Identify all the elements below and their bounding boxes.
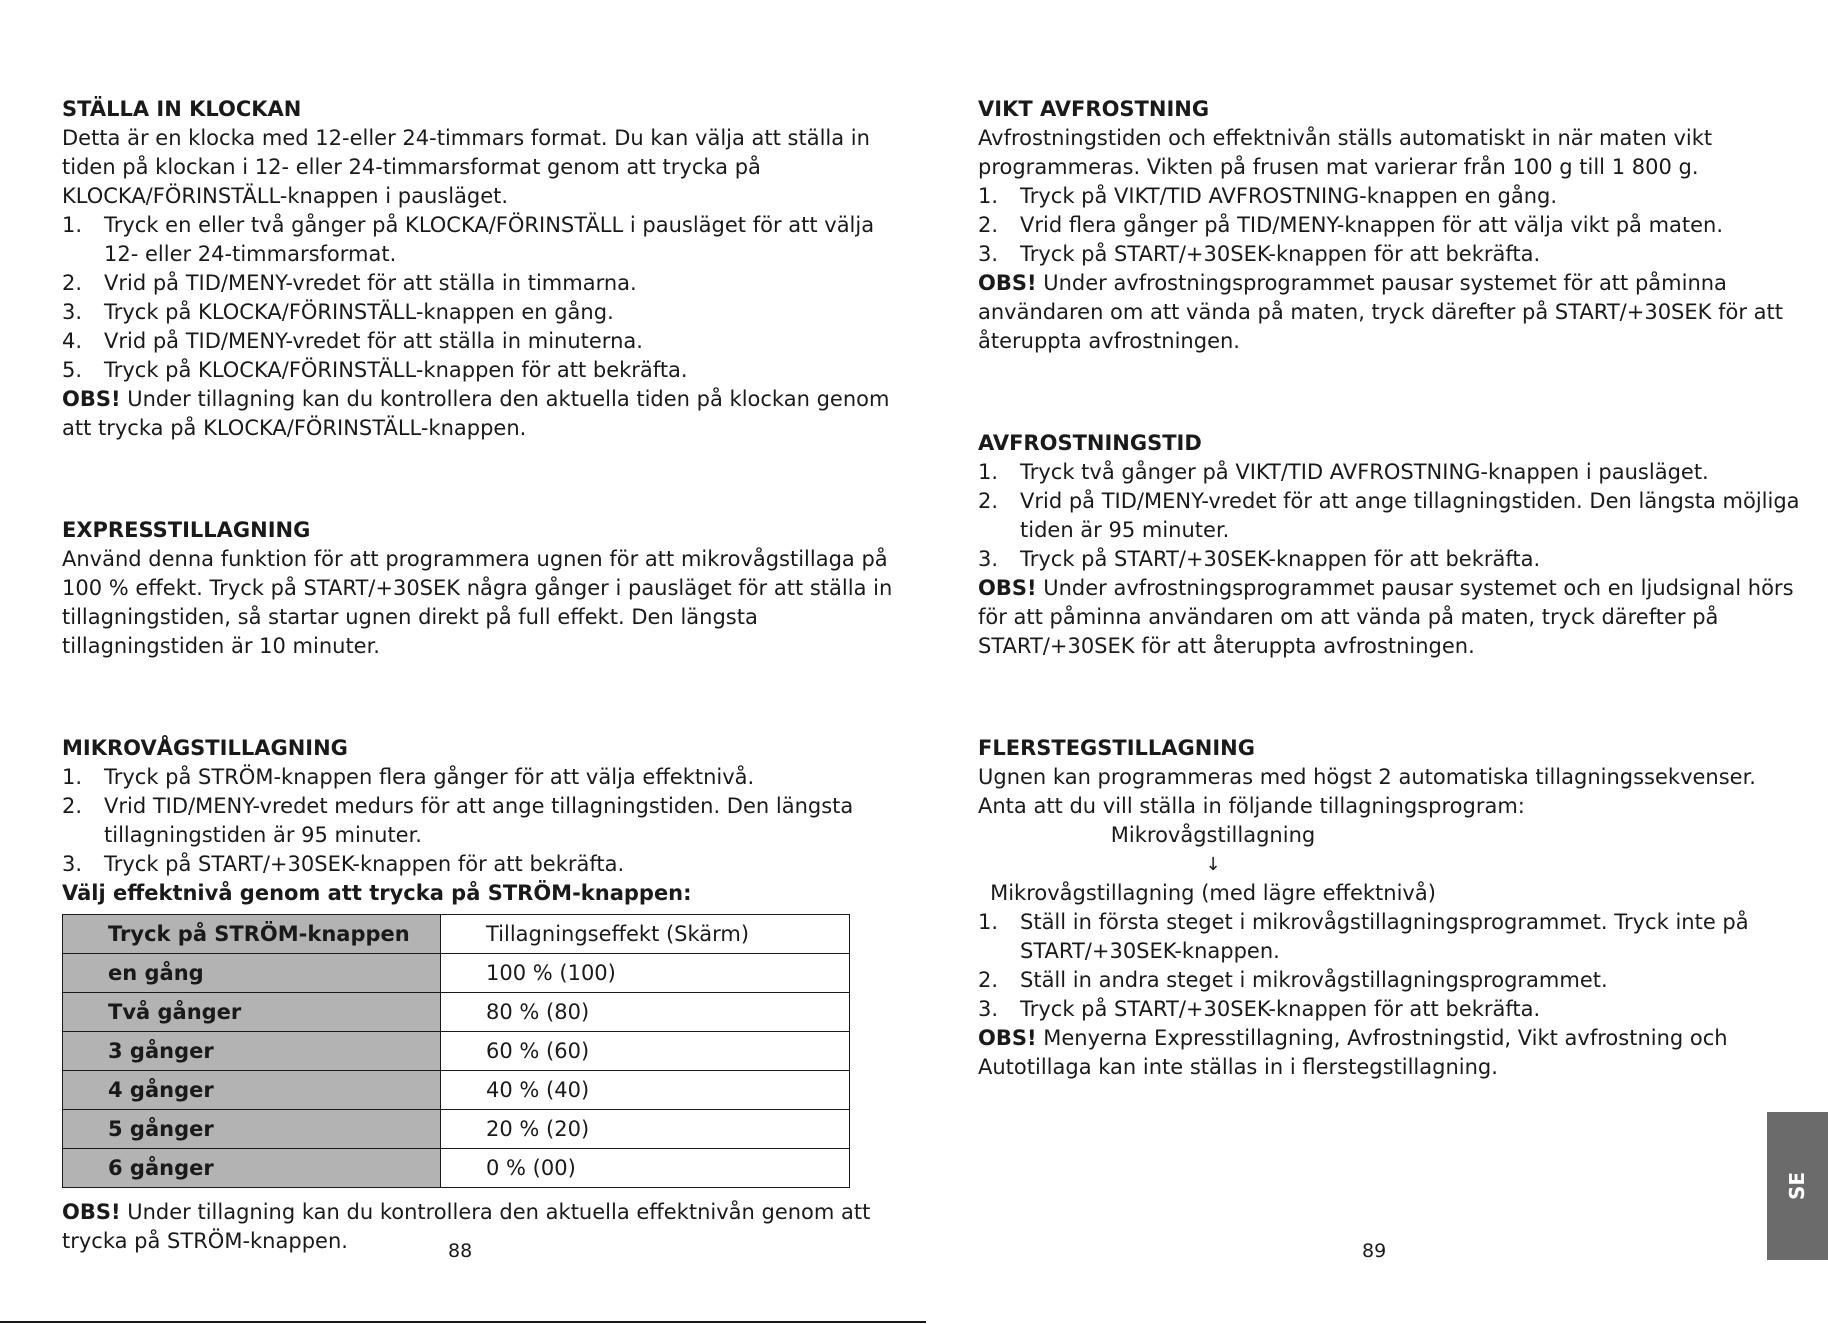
obs-note: OBS! Under avfrostningsprogrammet pausar systemet och en ljudsignal hörs — [978, 576, 1794, 600]
obs-note: OBS! Under tillagning kan du kontrollera den aktuella tiden på klockan genom — [62, 387, 890, 411]
flow-step-bottom: Mikrovågstillagning (med lägre effektnivå) — [990, 881, 1436, 905]
table-cell: 20 % (20) — [441, 1110, 850, 1149]
list-item: 1. Tryck en eller två gånger på KLOCKA/FÖRINSTÄLL i pausläget för att välja — [62, 213, 875, 237]
program-flow — [978, 821, 1448, 908]
paragraph-line: Använd denna funktion för att programmera ugnen för att mikrovågstillaga på — [62, 547, 888, 571]
obs-note-line: START/+30SEK för att återuppta avfrostningen. — [978, 634, 1475, 658]
table-row — [63, 1110, 850, 1149]
list-item: 1. Tryck två gånger på VIKT/TID AVFROSTNING-knappen i pausläget. — [978, 460, 1709, 484]
table-row — [63, 993, 850, 1032]
section-heading-weight-defrost: VIKT AVFROSTNING — [978, 97, 1210, 121]
left-page — [62, 95, 893, 1256]
right-page — [978, 95, 1800, 1082]
table-row — [63, 954, 850, 993]
list-item: 3. Tryck på KLOCKA/FÖRINSTÄLL-knappen en gång. — [62, 300, 614, 324]
table-row — [63, 1071, 850, 1110]
list-item: 3. Tryck på START/+30SEK-knappen för att bekräfta. — [978, 242, 1541, 266]
obs-note-line: Autotillaga kan inte ställas in i flerstegstillagning. — [978, 1055, 1498, 1079]
table-cell: 0 % (00) — [441, 1149, 850, 1188]
paragraph-line: programmeras. Vikten på frusen mat varierar från 100 g till 1 800 g. — [978, 155, 1699, 179]
list-item: 1. Tryck på VIKT/TID AVFROSTNING-knappen en gång. — [978, 184, 1558, 208]
table-cell: 4 gånger — [63, 1071, 441, 1110]
page-number-right: 89 — [1362, 1240, 1387, 1262]
section-heading-multistage: FLERSTEGSTILLAGNING — [978, 736, 1255, 760]
obs-note-line: för att påminna användaren om att vända på maten, tryck därefter på — [978, 605, 1719, 629]
table-cell: Tillagningseffekt (Skärm) — [441, 915, 850, 954]
down-arrow-icon: ↓ — [1205, 854, 1221, 875]
list-item: 2. Vrid flera gånger på TID/MENY-knappen för att välja vikt på maten. — [978, 213, 1724, 237]
table-cell: Två gånger — [63, 993, 441, 1032]
table-cell: 40 % (40) — [441, 1071, 850, 1110]
language-tab — [1767, 1112, 1828, 1260]
list-item: 2. Vrid TID/MENY-vredet medurs för att ange tillagningstiden. Den längsta — [62, 794, 854, 818]
obs-note-line: återuppta avfrostningen. — [978, 329, 1240, 353]
section-heading-microwave: MIKROVÅGSTILLAGNING — [62, 736, 348, 760]
power-table-heading: Välj effektnivå genom att trycka på STRÖM-knappen: — [62, 881, 692, 905]
obs-note: OBS! Under tillagning kan du kontrollera den aktuella effektnivån genom att — [62, 1200, 871, 1224]
list-item: 2. Vrid på TID/MENY-vredet för att ange tillagningstiden. Den längsta möjliga — [978, 489, 1800, 513]
list-item: 2. Ställ in andra steget i mikrovågstillagningsprogrammet. — [978, 968, 1608, 992]
list-item: 3. Tryck på START/+30SEK-knappen för att bekräfta. — [978, 547, 1541, 571]
power-level-table — [62, 914, 850, 1188]
list-item-continuation: 12- eller 24-timmarsformat. — [104, 242, 397, 266]
list-item: 1. Tryck på STRÖM-knappen flera gånger för att välja effektnivå. — [62, 765, 755, 789]
paragraph-line: Ugnen kan programmeras med högst 2 automatiska tillagningssekvenser. — [978, 765, 1756, 789]
table-cell: 5 gånger — [63, 1110, 441, 1149]
paragraph-line: 100 % effekt. Tryck på START/+30SEK några gånger i pausläget för att ställa in — [62, 576, 893, 600]
table-row — [63, 1032, 850, 1071]
list-item: 1. Ställ in första steget i mikrovågstillagningsprogrammet. Tryck inte på — [978, 910, 1749, 934]
list-item-continuation: tiden är 95 minuter. — [1020, 518, 1230, 542]
table-cell: 3 gånger — [63, 1032, 441, 1071]
obs-note-line: trycka på STRÖM-knappen. — [62, 1229, 348, 1253]
clock-steps-list — [62, 211, 875, 385]
flow-step-top: Mikrovågstillagning — [1110, 823, 1316, 847]
paragraph-line: Detta är en klocka med 12-eller 24-timmars format. Du kan välja att ställa in — [62, 126, 870, 150]
list-item: 2. Vrid på TID/MENY-vredet för att ställa in timmarna. — [62, 271, 637, 295]
table-cell: 60 % (60) — [441, 1032, 850, 1071]
obs-note: OBS! Menyerna Expresstillagning, Avfrostningstid, Vikt avfrostning och — [978, 1026, 1728, 1050]
obs-note-line: användaren om att vända på maten, tryck därefter på START/+30SEK för att — [978, 300, 1783, 324]
table-cell: 80 % (80) — [441, 993, 850, 1032]
bottom-rule — [0, 1321, 926, 1323]
paragraph-line: tiden på klockan i 12- eller 24-timmarsformat genom att trycka på — [62, 155, 761, 179]
section-heading-defrost-time: AVFROSTNINGSTID — [978, 431, 1202, 455]
list-item: 5. Tryck på KLOCKA/FÖRINSTÄLL-knappen för att bekräfta. — [62, 358, 688, 382]
list-item: 3. Tryck på START/+30SEK-knappen för att bekräfta. — [62, 852, 625, 876]
table-row — [63, 915, 850, 954]
section-heading-express: EXPRESSTILLAGNING — [62, 518, 311, 542]
table-row — [63, 1149, 850, 1188]
obs-note-line: att trycka på KLOCKA/FÖRINSTÄLL-knappen. — [62, 416, 527, 440]
list-item-continuation: START/+30SEK-knappen. — [1020, 939, 1280, 963]
table-cell: 100 % (100) — [441, 954, 850, 993]
list-item-continuation: tillagningstiden är 95 minuter. — [104, 823, 422, 847]
list-item: 3. Tryck på START/+30SEK-knappen för att bekräfta. — [978, 997, 1541, 1021]
paragraph-line: tillagningstiden är 10 minuter. — [62, 634, 380, 658]
language-tab-label: SE — [1785, 1171, 1810, 1201]
paragraph-line: KLOCKA/FÖRINSTÄLL-knappen i pausläget. — [62, 184, 509, 208]
section-heading-clock: STÄLLA IN KLOCKAN — [62, 97, 302, 121]
table-cell: en gång — [63, 954, 441, 993]
paragraph-line: Avfrostningstiden och effektnivån ställs automatiskt in när maten vikt — [978, 126, 1713, 150]
paragraph-line: tillagningstiden, så startar ugnen direkt på full effekt. Den längsta — [62, 605, 758, 629]
table-cell: 6 gånger — [63, 1149, 441, 1188]
page-number-left: 88 — [448, 1240, 473, 1262]
table-cell: Tryck på STRÖM-knappen — [63, 915, 441, 954]
list-item: 4. Vrid på TID/MENY-vredet för att ställa in minuterna. — [62, 329, 643, 353]
paragraph-line: Anta att du vill ställa in följande tillagningsprogram: — [978, 794, 1525, 818]
obs-note: OBS! Under avfrostningsprogrammet pausar systemet för att påminna — [978, 271, 1727, 295]
